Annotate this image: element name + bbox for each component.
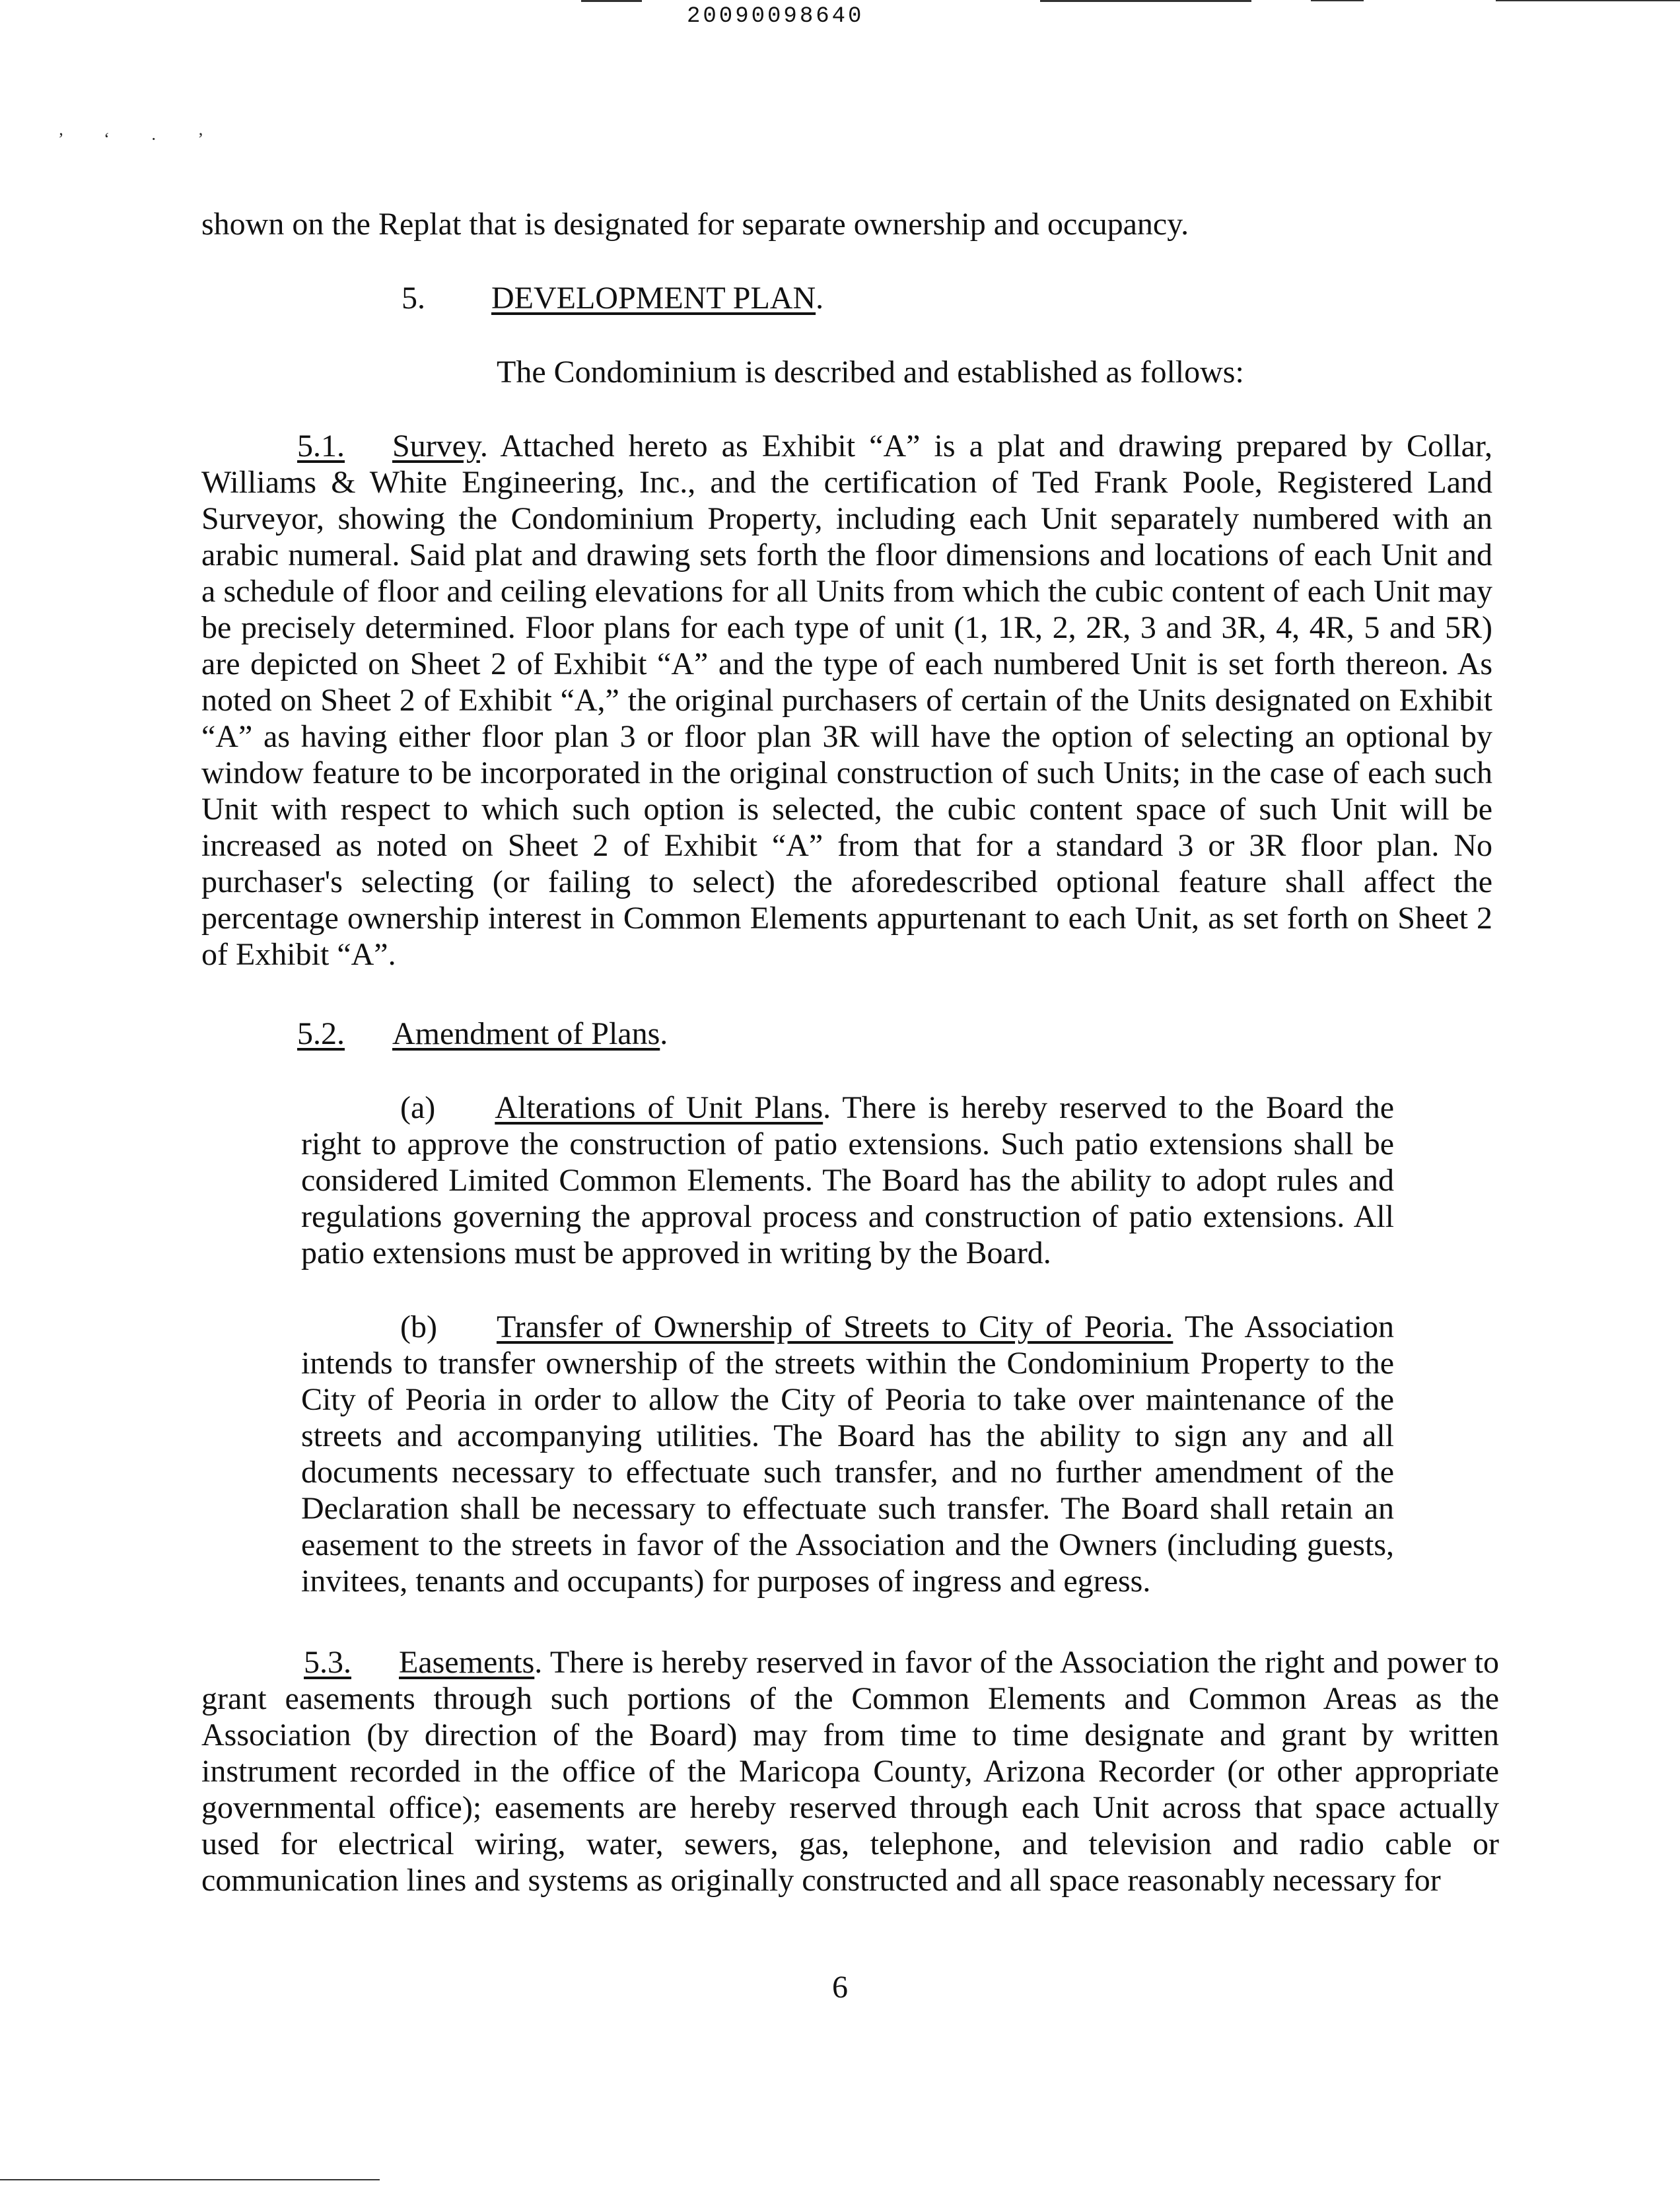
paragraph-heading: Amendment of Plans: [392, 1016, 660, 1051]
section-5-heading: 5. DEVELOPMENT PLAN.: [402, 281, 824, 316]
subparagraph-5-2-a: [301, 1090, 1394, 1271]
scan-rule: [581, 0, 642, 2]
subparagraph-label: (a): [400, 1090, 436, 1125]
subparagraph-label: (b): [400, 1309, 437, 1344]
section-5-lead: The Condominium is described and established as follows:: [497, 355, 1244, 390]
subparagraph-body: The Association intends to transfer ownership of the streets within the Condominium Property to the City of Peoria in order to allow the City of Peoria to take over maintenance of the streets and accompanying utilities. The Board has the ability to sign any and all documents necessary to effectuate such transfer, and no further amendment of the Declaration shall be necessary to effectuate such transfer. The Board shall retain an easement to the streets in favor of the Association and the Owners (including guests, invitees, tenants and occupants) for purposes of ingress and egress.: [301, 1309, 1394, 1599]
intro-line: shown on the Replat that is designated for separate ownership and occupancy.: [201, 207, 1189, 242]
section-number: 5.: [402, 281, 425, 316]
section-title: DEVELOPMENT PLAN: [491, 281, 816, 316]
paragraph-heading: Survey: [392, 429, 480, 464]
paragraph-number: 5.3.: [304, 1645, 351, 1680]
paragraph-number: 5.2.: [297, 1016, 345, 1051]
subparagraph-heading: Alterations of Unit Plans: [495, 1090, 823, 1125]
paragraph-5-2-heading: 5.2. Amendment of Plans.: [297, 1016, 668, 1051]
paragraph-number: 5.1.: [297, 429, 345, 464]
paragraph-5-3: [201, 1644, 1499, 1898]
scan-rule: [1496, 0, 1680, 1]
paragraph-heading: Easements: [399, 1645, 535, 1680]
subparagraph-5-2-b: [301, 1309, 1394, 1599]
scan-rule: [0, 2179, 380, 2180]
paragraph-body: . There is hereby reserved in favor of the Association the right and power to grant easements through such portions of the Common Elements and Common Areas as the Association (by direction of the Board) may from time to time designate and grant by written instrument recorded in the office of the Maricopa County, Arizona Recorder (or other appropriate governmental office); easements are hereby reserved through each Unit across that space actually used for electrical wiring, water, sewers, gas, telephone, and television and radio cable or communication lines and systems as originally constructed and all space reasonably necessary for: [201, 1645, 1499, 1898]
margin-marks: ’ ‘ · ’: [58, 129, 223, 149]
subparagraph-body: . There is hereby reserved to the Board the right to approve the construction of patio extensions. Such patio extensions shall be considered Limited Common Elements. The Board has the ability to adopt rules and regulations governing the approval process and construction of patio extensions. All patio extensions must be approved in writing by the Board.: [301, 1090, 1395, 1270]
subparagraph-heading: Transfer of Ownership of Streets to City of Peoria.: [496, 1309, 1173, 1344]
scan-rule: [1311, 0, 1364, 1]
page-number: 6: [832, 1970, 848, 2005]
paragraph-5-1: [201, 428, 1492, 973]
paragraph-body: . Attached hereto as Exhibit “A” is a plat and drawing prepared by Collar, Williams & White Engineering, Inc., and the certification of Ted Frank Poole, Registered Land Surveyor, showing the Condominium Property, including each Unit separately numbered with an arabic numeral. Said plat and drawing sets forth the floor dimensions and locations of each Unit and a schedule of floor and ceiling elevations for all Units from which the cubic content of each Unit may be precisely determined. Floor plans for each type of unit (1, 1R, 2, 2R, 3 and 3R, 4, 4R, 5 and 5R) are depicted on Sheet 2 of Exhibit “A” and the type of each numbered Unit is set forth thereon. As noted on Sheet 2 of Exhibit “A,” the original purchasers of certain of the Units designated on Exhibit “A” as having either floor plan 3 or floor plan 3R will have the option of selecting an optional by window feature to be incorporated in the original construction of such Units; in the case of each such Unit with respect to which such option is selected, the cubic content space of such Unit will be increased as noted on Sheet 2 of Exhibit “A” from that for a standard 3 or 3R floor plan. No purchaser's selecting (or failing to select) the aforedescribed optional feature shall affect the percentage ownership interest in Common Elements appurtenant to each Unit, as set forth on Sheet 2 of Exhibit “A”.: [201, 429, 1492, 972]
document-number: 20090098640: [687, 4, 864, 29]
scan-rule: [1040, 0, 1251, 2]
